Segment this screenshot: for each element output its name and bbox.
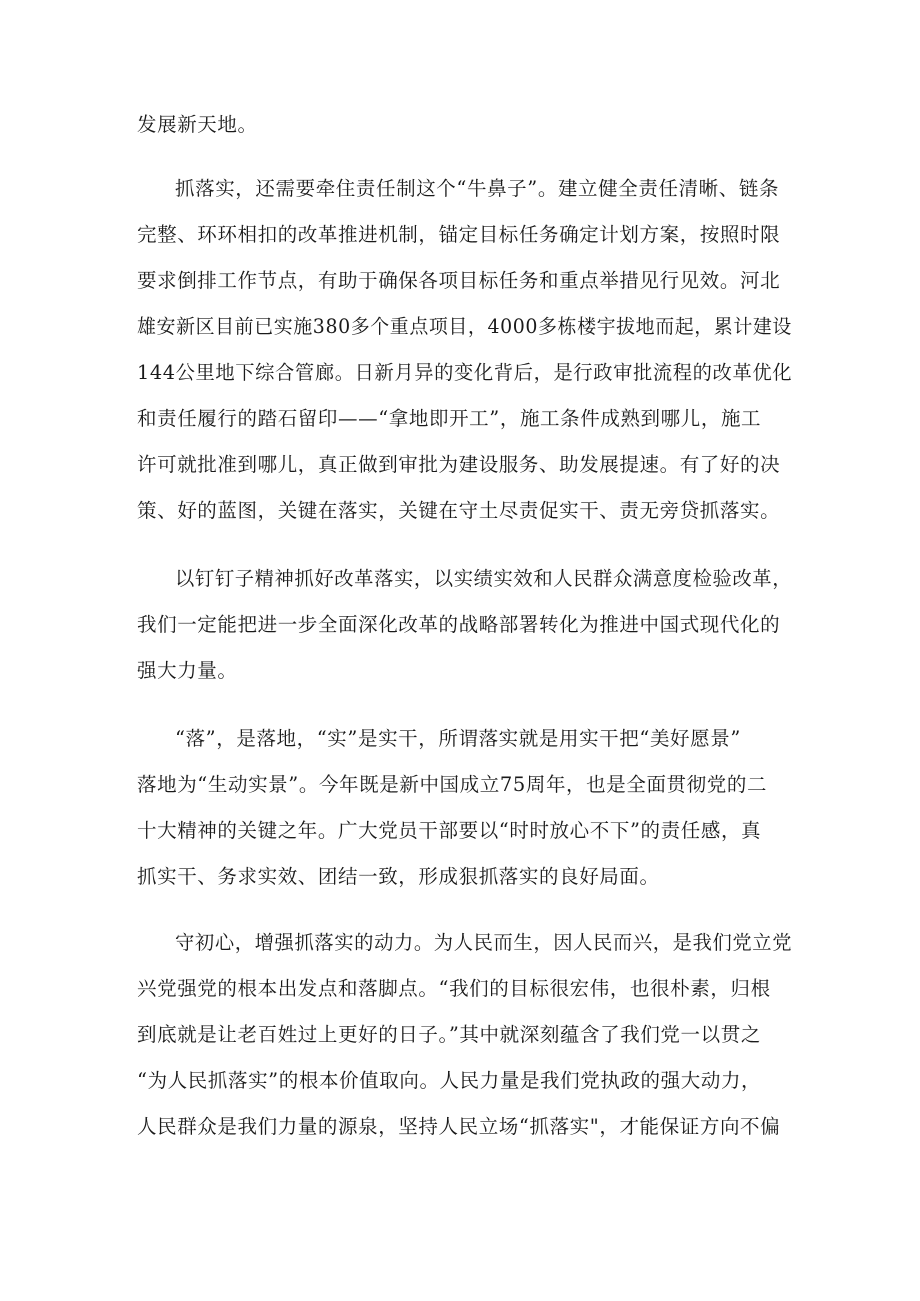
text-line: 完整、环环相扣的改革推进机制，锚定目标任务确定计划方案，按照时限 (137, 223, 781, 246)
text-line: 要求倒排工作节点，有助于确保各项目标任务和重点举措见行见效。河北 (137, 269, 781, 292)
text-line: 许可就批准到哪儿，真正做到审批为建设服务、助发展提速。有了好的决 (137, 453, 781, 476)
text-line: 我们一定能把进一步全面深化改革的战略部署转化为推进中国式现代化的 (137, 613, 781, 636)
text-line: 抓实干、务求实效、团结一致，形成狠抓落实的良好局面。 (137, 865, 660, 888)
text-line: 144公里地下综合管廊。日新月异的变化背后，是行政审批流程的改革优化 (137, 361, 793, 384)
text-line: 和责任履行的踏石留印——“拿地即开工”，施工条件成熟到哪儿，施工 (137, 407, 762, 430)
text-line: 策、好的蓝图，关键在落实，关键在守土尽责促实干、责无旁贷抓落实。 (137, 499, 781, 522)
text-line: 兴党强党的根本出发点和落脚点。“我们的目标很宏伟，也很朴素，归根 (137, 977, 771, 1000)
text-line: 人民群众是我们力量的源泉，坚持人民立场“抓落实"，才能保证方向不偏 (137, 1115, 781, 1138)
text-line: “为人民抓落实”的根本价值取向。人民力量是我们党执政的强大动力， (137, 1069, 762, 1092)
text-line: 落地为“生动实景”。今年既是新中国成立75周年，也是全面贯彻党的二 (137, 773, 768, 796)
text-line: 强大力量。 (137, 659, 238, 682)
text-line: 抓落实，还需要牵住责任制这个“牛鼻子”。建立健全责任清晰、链条 (175, 177, 780, 200)
text-line: “落”，是落地，“实”是实干，所谓落实就是用实干把“美好愿景” (175, 727, 741, 750)
text-line: 雄安新区目前已实施380多个重点项目，4000多栋楼宇拔地而起，累计建设 (137, 315, 792, 338)
text-line: 发展新天地。 (137, 113, 258, 136)
text-line: 守初心，增强抓落实的动力。为人民而生，因人民而兴，是我们党立党 (175, 931, 793, 954)
text-line: 十大精神的关键之年。广大党员干部要以“时时放心不下”的责任感，真 (137, 819, 762, 842)
text-line: 以钉钉子精神抓好改革落实，以实绩实效和人民群众满意度检验改革， (175, 567, 793, 590)
text-line: 到底就是让老百姓过上更好的日子。”其中就深刻蕴含了我们党一以贯之 (137, 1023, 761, 1046)
